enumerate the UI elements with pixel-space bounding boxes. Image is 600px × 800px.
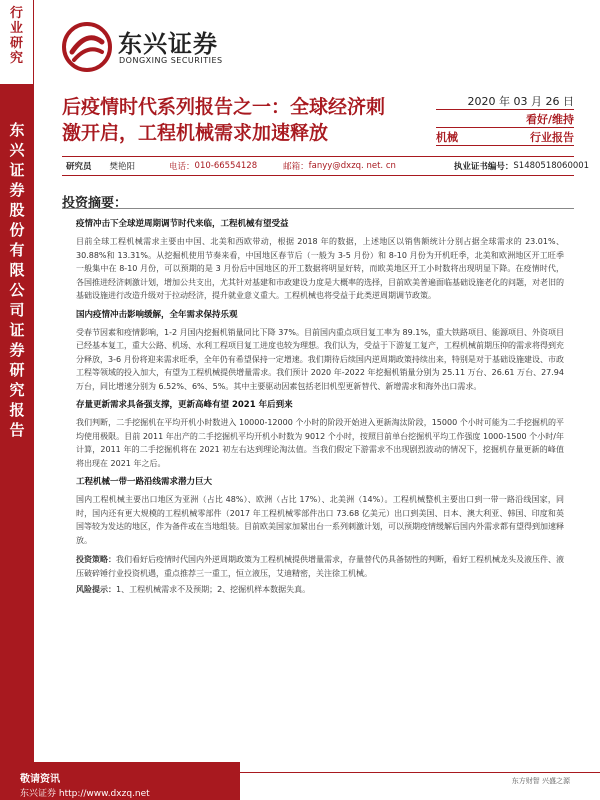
risk-warning-text: 1、工程机械需求不及预期；2、挖掘机样本数据失真。 xyxy=(116,585,311,594)
logo-emblem-icon xyxy=(62,22,112,72)
cert-value: S1480518060001 xyxy=(513,161,590,171)
footer-banner-title: 敬请资讯 xyxy=(20,774,60,785)
footer-banner-link[interactable]: 东兴证券 http://www.dxzq.net xyxy=(20,789,150,799)
section-body: 目前全球工程机械需求主要由中国、北美和西欧带动，根据 2018 年的数据，上述地区以销售额统计分别占据全球需求的 23.01%、30.88%和 13.31%。从挖掘机使用节奏来看，中国地区春节后（一般为 3-5 月份）和 8-10 月份为开机旺季，北美和欧洲地区开工旺季一般集中在 8-10 月份，可以预期的是 3 月份后中国地区的开工数据将明显好转，而欧美地区开工小时数将出现明显下降。在疫情时代，各国推进经济刺激计划，增加公共支出，尤其针对基建和市政建设力度是大概率的选择，目前欧美普遍面临基础设施老化的问题，对老旧的基础设施进行改造升级对于拉动经济，提升就业意义重大。工程机械也将受益于此类逆周期调节政策。 xyxy=(76,237,564,300)
section-body: 我们判断，二手挖掘机在平均开机小时数进入 10000-12000 个小时的阶段开始进入更新淘汰阶段，15000 个小时可能为二手挖掘机的平均使用极限。目前 2011 年出产的二手挖掘机平均开机小时数为 9012 个小时，按照目前单台挖掘机平均工作强度 1000-1500 个小时/年计算，2011 年的二手挖掘机将在 2021 初左右达到理论淘汰值。当我们假定下游需求不出现剧烈波动的情况下，挖掘机存量更新的峰值将出现在 2021 年之后。 xyxy=(76,418,564,468)
phone-value: 010-66554128 xyxy=(194,161,258,171)
rating-row xyxy=(436,110,574,128)
investment-strategy-label: 投资策略： xyxy=(76,555,116,564)
investment-strategy-text: 我们看好后疫情时代国内外逆周期政策为工程机械提供增量需求，存量替代仍具备韧性的判断，看好工程机械龙头及液压件、液压破碎锤行业投资机遇，重点推荐三一重工，恒立液压，艾迪精密，关注徐工机械。 xyxy=(76,555,564,578)
report-date-row xyxy=(436,92,574,110)
logo-chinese-name: 东兴证券 xyxy=(118,30,218,58)
report-title: 后疫情时代系列报告之一：全球经济刺激开启，工程机械需求加速释放 xyxy=(62,96,386,144)
analyst-name: 樊艳阳 xyxy=(109,162,136,172)
industry-label: 机械 xyxy=(436,130,458,144)
sidebar-company-label: 东兴证券股份有限公司证券研究报告 xyxy=(9,121,25,439)
sidebar-top xyxy=(0,0,34,84)
report-type-label: 行业报告 xyxy=(530,130,574,144)
email-label: 邮箱： xyxy=(283,162,309,172)
category-row xyxy=(436,128,574,146)
footer-banner xyxy=(0,762,240,800)
email-value[interactable]: fanyy@dxzq. net. cn xyxy=(308,161,396,171)
risk-warning-label: 风险提示： xyxy=(76,585,116,594)
rating: 看好/维持 xyxy=(525,112,574,126)
cert-label: 执业证书编号： xyxy=(453,162,514,172)
section-heading: 疫情冲击下全球逆周期调节时代来临，工程机械有望受益 xyxy=(76,219,289,229)
section-heading: 国内疫情冲击影响缓解，全年需求保持乐观 xyxy=(76,309,238,320)
section-heading: 工程机械一带一路沿线需求潜力巨大 xyxy=(76,477,213,487)
investment-strategy xyxy=(76,553,564,580)
abstract-divider xyxy=(62,208,574,209)
analyst-label: 研究员 xyxy=(66,162,92,172)
phone-label: 电话： xyxy=(169,162,195,172)
report-meta-box xyxy=(436,92,574,146)
section-body: 受春节因素和疫情影响，1-2 月国内挖掘机销量同比下降 37%。目前国内重点项目复工率为 89.1%，重大铁路项目、能源项目、外资项目已经基本复工，重大公路、机场、水利工程项目复工进度也较为理想。我们认为，受益于下游复工复产，工程机械前期压抑的需求将得到充分释放，3-6 月份将迎来需求旺季，全年仍有希望保持一定增速。我们期待后续国内逆周期政策持续出来，特别是对于基础设施建设、市政工程等领域的投入加大，有望为工程机械提供增量需求。我们预计 2020 年-2022 年挖掘机销量分别为 25.11 万台、26.61 万台、27.94 万台，同比增速分别为 6.52%、6%、5%。其中主要驱动因素包括老旧机型更新替代、新增需求和海外出口需求。 xyxy=(76,327,564,391)
section-body: 国内工程机械主要出口地区为亚洲（占比 48%）、欧洲（占比 17%）、北美洲（14%）。工程机械整机主要出口到一带一路沿线国家，同时，国内还有更大规模的工程机械零部件（2017 年工程机械零部件出口 73.68 亿美元）出口到美国、日本、澳大利亚、韩国、印度和英国等较为发达的地区，作为备件或在当地组装。目前欧美国家加紧出台一系列刺激计划，可以预期疫情缓解后国内外需求都有望得到加速释放。 xyxy=(76,495,564,545)
abstract-heading: 投资摘要： xyxy=(62,196,128,211)
logo-english-name: DONGXING SECURITIES xyxy=(119,56,223,65)
company-logo xyxy=(62,22,262,78)
risk-warning xyxy=(76,583,564,597)
analyst-info-bar xyxy=(62,156,590,176)
sidebar-category-label: 行业研究 xyxy=(9,6,23,66)
footer-slogan: 东方财智 兴盛之源 xyxy=(511,777,570,785)
report-date: 2020 年 03 月 26 日 xyxy=(467,94,574,108)
abstract-content xyxy=(76,214,564,603)
section-heading: 存量更新需求具备强支撑，更新高峰有望 2021 年后到来 xyxy=(76,400,293,410)
sidebar-main xyxy=(0,120,34,440)
